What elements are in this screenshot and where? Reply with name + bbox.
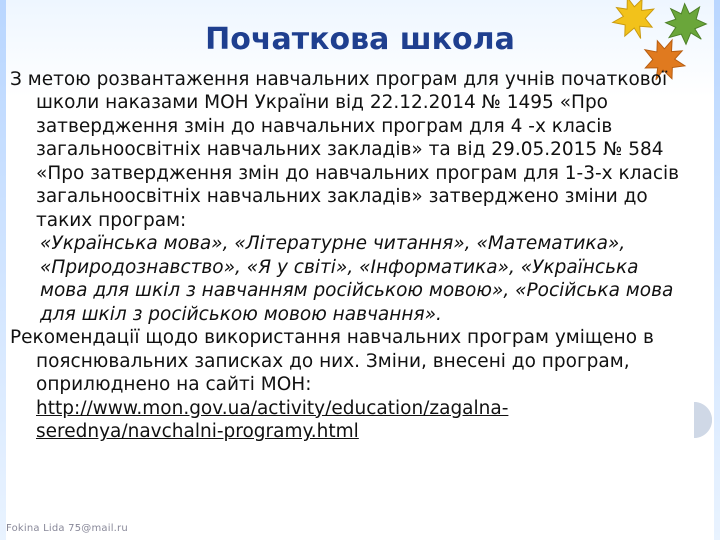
mon-programs-link[interactable]: http://www.mon.gov.ua/activity/education/zagalna-serednya/navchalni-programy.html — [36, 397, 509, 443]
slide-content — [10, 68, 680, 444]
paragraph-1: З метою розвантаження навчальних програм для учнів початкової школи наказами МОН України від 22.12.2014 № 1495 «Про затвердження змін до навчальних програм для 4 -х класів загальноосвітніх навчальних закладів» та від 29.05.2015 № 584 «Про затвердження змін до навчальних програм для 1-3-х класів загальноосвітніх навчальних закладів» затверджено зміни до таких програм: — [10, 69, 680, 231]
right-edge-decor — [694, 390, 720, 450]
left-decor-stripe — [0, 0, 6, 540]
footer-author: Fokina Lida 75@mail.ru — [6, 523, 128, 534]
page-title: Початкова школа — [205, 22, 515, 57]
paragraph-3-text: Рекомендації щодо використання навчальних програм уміщено в пояснювальних записках до них. Зміни, внесені до програм, оприлюднено на сайті МОН: — [10, 327, 654, 396]
right-decor-stripe — [714, 0, 720, 540]
paragraph-3 — [10, 326, 680, 443]
paragraph-2-program-list: «Українська мова», «Літературне читання», «Математика», «Природознавство», «Я у світі», «Інформатика», «Українська мова для шкіл з навчанням російською мовою», «Російська мова для шкіл з російською мовою навчання». — [40, 233, 674, 325]
